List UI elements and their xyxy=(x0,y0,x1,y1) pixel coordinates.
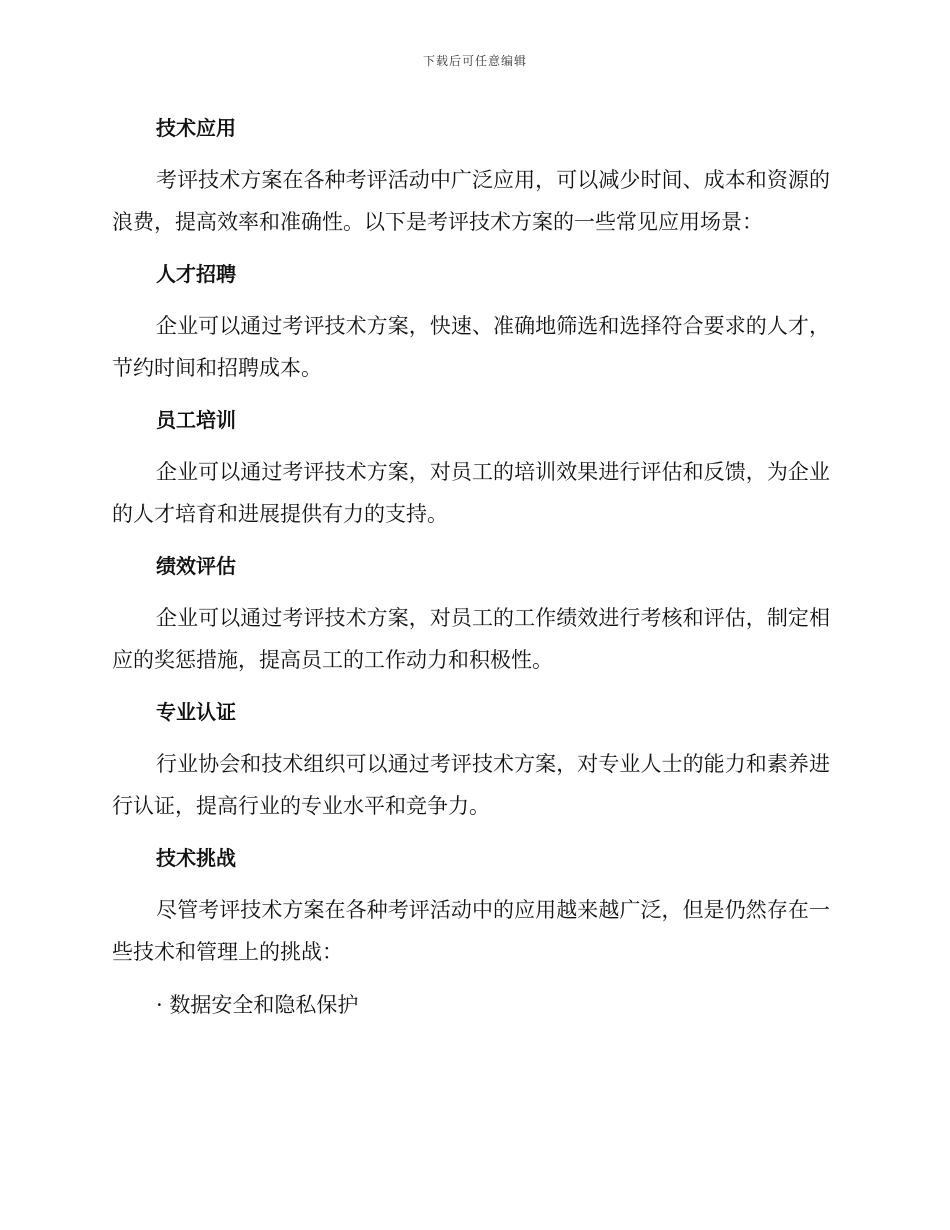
section-paragraph-tech-challenges: 尽管考评技术方案在各种考评活动中的应用越来越广泛，但是仍然存在一些技术和管理上的挑战： xyxy=(112,898,830,964)
section-paragraph-recruitment: 企业可以通过考评技术方案，快速、准确地筛选和选择符合要求的人才，节约时间和招聘成本。 xyxy=(112,314,830,380)
section-paragraph-performance: 企业可以通过考评技术方案，对员工的工作绩效进行考核和评估，制定相应的奖惩措施，提高员工的工作动力和积极性。 xyxy=(112,606,830,672)
page-header: 下载后可任意编辑 xyxy=(422,54,527,68)
section-paragraph-training: 企业可以通过考评技术方案，对员工的培训效果进行评估和反馈，为企业的人才培育和进展提供有力的支持。 xyxy=(112,460,830,526)
section-heading-performance: 绩效评估 xyxy=(156,554,236,578)
list-item: · 数据安全和隐私保护 xyxy=(156,993,359,1017)
section-paragraph-tech-application: 考评技术方案在各种考评活动中广泛应用，可以减少时间、成本和资源的浪费，提高效率和准确性。以下是考评技术方案的一些常见应用场景： xyxy=(112,168,830,234)
section-heading-training: 员工培训 xyxy=(156,408,236,432)
section-heading-tech-challenges: 技术挑战 xyxy=(156,846,236,870)
section-heading-certification: 专业认证 xyxy=(156,700,236,724)
section-heading-tech-application: 技术应用 xyxy=(156,116,236,140)
section-heading-recruitment: 人才招聘 xyxy=(156,262,236,286)
document-body xyxy=(112,108,830,1026)
section-paragraph-certification: 行业协会和技术组织可以通过考评技术方案，对专业人士的能力和素养进行认证，提高行业的专业水平和竞争力。 xyxy=(112,752,830,818)
